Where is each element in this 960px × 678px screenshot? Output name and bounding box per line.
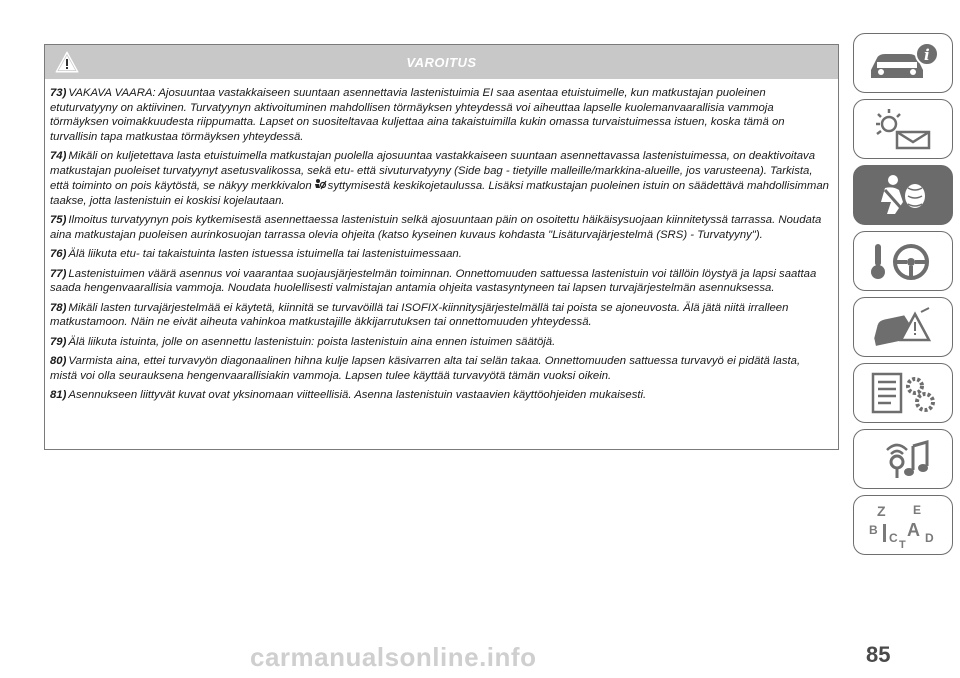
- key-steering-wheel-icon: [863, 238, 943, 284]
- alphabetical-index-icon: [863, 502, 943, 548]
- index-letter-a: A: [907, 520, 920, 540]
- note-79: 79) Älä liikuta istuinta, jolle on asennettu lastenistuin: poista lastenistuin aina ennen istuimen säätöjä.: [50, 335, 556, 348]
- chapter-sidebar: [853, 33, 955, 561]
- warning-header: [45, 45, 838, 79]
- note-75: 75) Ilmoitus turvatyynyn pois kytkemisestä asennettaessa lastenistuin selkä ajosuuntaan päin on osoitettu häikäisysuojaan kiinnitetyssä tarrassa. Noudata aina matkustajan puoleisen aurinkosuojan tarrassa olevia ohjeita (katso kyseinen kuvaus kohdasta "Lisäturvajärjestelmä (SRS) - Turvatyyny").: [50, 214, 822, 241]
- multimedia-icon: [863, 436, 943, 482]
- note-78: 78) Mikäli lasten turvajärjestelmää ei käytetä, kiinnitä se turvavöillä tai ISOFIX-kiinnitysjärjestelmällä tai poista se ajoneuvosta. Älä jätä niitä irralleen matkustamoon. Näin ne eivät aiheuta vahinkoa matkustajille äkkijarrutuksen tai onnettomuuden yhteydessä.: [50, 301, 789, 328]
- car-breakdown-icon: [863, 304, 943, 350]
- page-number: 85: [866, 642, 891, 667]
- index-letter-d: D: [925, 531, 934, 545]
- car-info-icon: [863, 40, 943, 86]
- maintenance-checklist-icon: [863, 370, 943, 416]
- warning-title: VAROITUS: [406, 54, 477, 70]
- note-73: 73) VAKAVA VAARA: Ajosuuntaa vastakkaiseen suuntaan asennettavia lastenistuimia EI saa asentaa etuistuimelle, kun matkustajan puoleinen etuturvatyyny on aktiivinen. Turvatyynyn aktivoituminen mahdollisen törmäyksen yhteydessä voi aiheuttaa lapselle kuolemanvaarallisia vammoja törmäyksen voimakkuudesta riippumatta. Lapset on suositeltavaa kuljettaa aina takaistuimilla kukin omassa turvaistuimessa istuen, koska tämä on turvallisin tapa matkustaa törmäyksen yhteydessä.: [50, 87, 785, 143]
- tab-maintenance[interactable]: [853, 363, 953, 423]
- note-77: 77) Lastenistuimen väärä asennus voi vaarantaa suojausjärjestelmän toiminnan. Onnettomuuden sattuessa lastenistuin voi tällöin löystyä ja lapsi saattaa saada hengenvaarallisia vammoja. Noudata huolellisesti valmistajan antamia ohjeita vastasyntyneen tai lapsen turvajärjestelmän asennuksessa.: [50, 267, 817, 294]
- note-74: 74) Mikäli on kuljetettava lasta etuistuimella matkustajan puolella ajosuuntaa vastakkaiseen suuntaan asennettavassa lastenistuimessa, on deaktivoitava matkustajan puoleiset turvatyynyt asetusvalikossa, sekä etu- että sivuturvatyyny (Side bag - tietyille malleille/markkina-alueille, jos varusteena). Tarkista, että toiminto on pois käytöstä, se näkyy merkkivalon syttymisestä keskikojetaulussa. Lisäksi matkustajan puoleinen istuin on säädettävä mahdollisimman taakse, jotta lastenistuin ei koskisi kojelautaan.: [50, 150, 829, 207]
- index-letter-e: E: [913, 503, 922, 517]
- note-76: 76) Älä liikuta etu- tai takaistuinta lasten istuessa istuimella tai lastenistuimessaan.: [50, 248, 462, 260]
- tab-emergency[interactable]: [853, 297, 953, 357]
- tab-warning-lights[interactable]: [853, 99, 953, 159]
- airbag-off-indicator-icon: [313, 178, 327, 191]
- svg-text:i: i: [924, 46, 930, 64]
- tab-starting-driving[interactable]: [853, 231, 953, 291]
- warning-body: [45, 79, 838, 403]
- warning-box: [44, 44, 839, 450]
- note-81: 81) Asennukseen liittyvät kuvat ovat yksinomaan viitteellisiä. Asenna lastenistuin vastaavien käyttöohjeiden mukaisesti.: [50, 389, 647, 401]
- warning-lights-message-icon: [863, 106, 943, 152]
- tab-safety[interactable]: [853, 165, 953, 225]
- index-letter-t: T: [899, 539, 906, 548]
- index-letter-z: Z: [877, 503, 886, 519]
- airbag-seatbelt-icon: [863, 172, 943, 218]
- watermark: carmanualsonline.info: [250, 642, 537, 672]
- tab-multimedia[interactable]: [853, 429, 953, 489]
- tab-car-info[interactable]: [853, 33, 953, 93]
- index-letter-c: C: [889, 531, 898, 545]
- index-letter-b: B: [869, 523, 878, 537]
- note-80: 80) Varmista aina, ettei turvavyön diagonaalinen hihna kulje lapsen käsivarren alta tai selän takaa. Onnettomuuden sattuessa turvavyö ei pidätä lasta, mistä voi olla seurauksena hengenvaarallisiakin vammoja. Lapsen tulee käyttää turvavyötä tämän vuoksi oikein.: [50, 355, 801, 382]
- tab-index[interactable]: [853, 495, 953, 555]
- warning-triangle-icon: [55, 51, 79, 73]
